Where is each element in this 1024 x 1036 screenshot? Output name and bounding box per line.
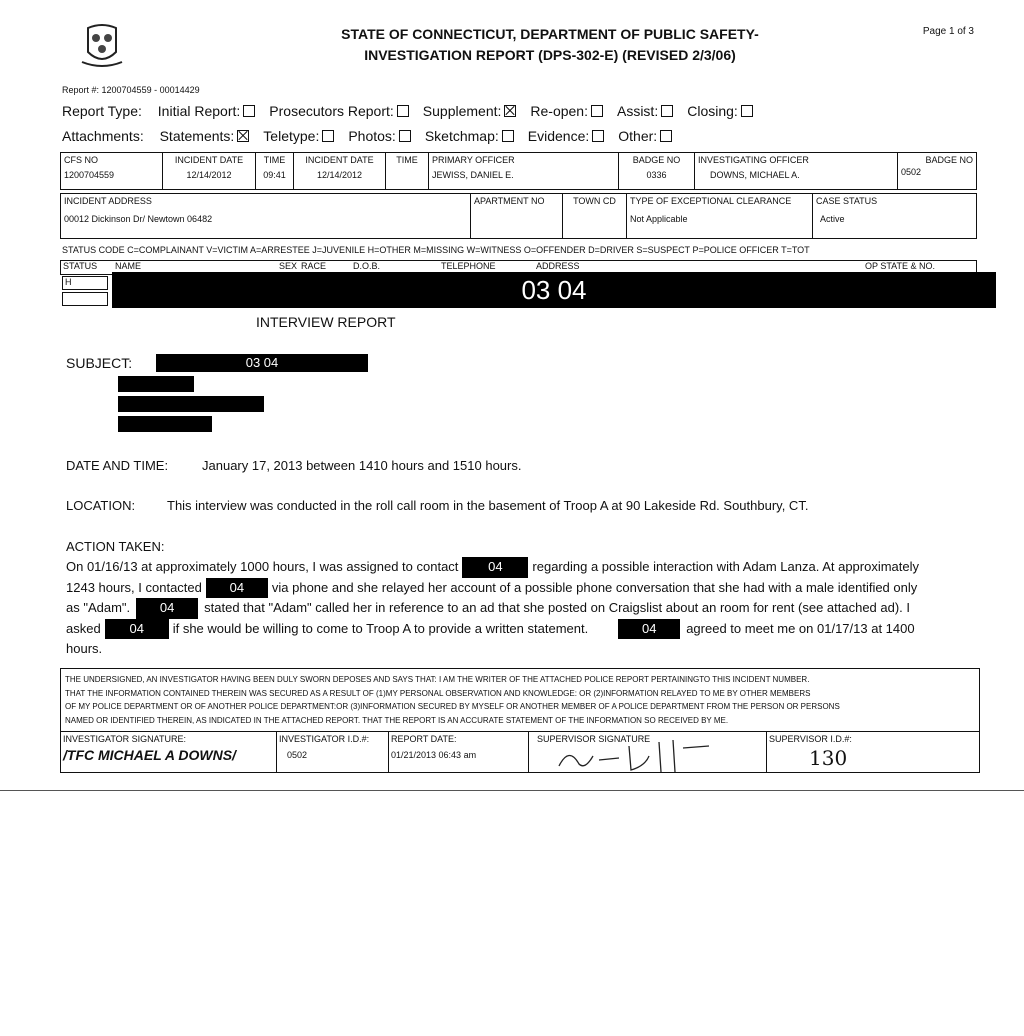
report-date-cell: REPORT DATE: 01/21/2013 06:43 am	[389, 732, 529, 773]
person-status-cell-2	[62, 292, 108, 306]
investigator-signature: /TFC MICHAEL A DOWNS/	[63, 747, 236, 763]
investigator-signature-cell: INVESTIGATOR SIGNATURE: /TFC MICHAEL A DOWNS/	[61, 732, 277, 773]
incident-date2-cell: INCIDENT DATE 12/14/2012	[294, 153, 386, 189]
cfs-no-cell: CFS NO 1200704559	[61, 153, 163, 189]
primary-officer-cell: PRIMARY OFFICER JEWISS, DANIEL E.	[429, 153, 619, 189]
supervisor-id: 130	[809, 746, 848, 770]
checkbox-icon	[592, 130, 604, 142]
checkbox-icon	[660, 130, 672, 142]
checkbox-icon	[741, 105, 753, 117]
checkbox-icon	[591, 105, 603, 117]
col-race: RACE	[301, 261, 327, 271]
certification-line: NAMED OR IDENTIFIED THEREIN, AS INDICATED IN THE ATTACHED REPORT. THAT THE REPORT IS AN ACCURATE STATEMENT OF THE INFORMATION SO RECEIVED BY ME.	[65, 715, 729, 725]
time-cell: TIME 09:41	[256, 153, 294, 189]
attachments-label: Attachments:	[62, 128, 144, 144]
interview-report-title: INTERVIEW REPORT	[256, 314, 396, 330]
report-number: Report #: 1200704559 - 00014429	[62, 85, 200, 95]
report-type-option-4: Assist:	[617, 103, 677, 119]
action-taken-label: ACTION TAKEN:	[66, 539, 165, 554]
case-status-cell: CASE STATUS Active	[816, 196, 878, 224]
certification-line: THAT THE INFORMATION CONTAINED THEREIN WAS SECURED AS A RESULT OF (1)MY PERSONAL OBSERVATION AND KNOWLEDGE: OR (2)INFORMATION RELAYED TO ME BY OTHER MEMBERS	[65, 688, 811, 698]
checkbox-icon	[237, 130, 249, 142]
report-type-label: Report Type:	[62, 103, 142, 119]
location-value: This interview was conducted in the roll call room in the basement of Troop A at 90 Lakeside Rd. Southbury, CT.	[167, 498, 809, 513]
status-code-legend: STATUS CODE C=COMPLAINANT V=VICTIM A=ARRESTEE J=JUVENILE H=OTHER M=MISSING W=WITNESS O=OFFENDER D=DRIVER S=SUSPECT P=POLICE OFFICER T=TOT	[62, 245, 810, 255]
date-time-value: January 17, 2013 between 1410 hours and 1510 hours.	[202, 458, 522, 473]
report-type-option-3: Re-open:	[530, 103, 607, 119]
col-address: ADDRESS	[536, 261, 580, 271]
redaction-inline: 04	[462, 557, 528, 578]
header-title-line1: STATE OF CONNECTICUT, DEPARTMENT OF PUBLIC SAFETY-	[341, 26, 759, 42]
badge-no2-cell: BADGE NO 0502	[901, 155, 973, 177]
certification-text	[61, 669, 979, 727]
attachment-option-2: Photos:	[348, 128, 414, 144]
page-number: Page 1 of 3	[922, 26, 974, 37]
report-type-row	[62, 103, 767, 119]
date-time-label: DATE AND TIME:	[66, 458, 169, 473]
location-label: LOCATION:	[66, 498, 136, 513]
redaction-bar	[118, 376, 194, 392]
col-op-state: OP STATE & NO.	[865, 261, 936, 271]
incident-address-row	[60, 193, 977, 239]
report-header	[240, 24, 860, 66]
col-sex: SEX	[279, 261, 298, 271]
investigator-id-cell: INVESTIGATOR I.D.#: 0502	[277, 732, 389, 773]
badge-no-cell: BADGE NO 0336	[619, 153, 695, 189]
checkbox-icon	[397, 105, 409, 117]
supervisor-signature-cell: SUPERVISOR SIGNATURE	[529, 732, 767, 773]
supervisor-handwritten-signature	[549, 736, 719, 776]
checkbox-icon	[243, 105, 255, 117]
col-name: NAME	[115, 261, 142, 271]
certification-box	[60, 668, 980, 773]
redaction-bar	[118, 416, 212, 432]
col-telephone: TELEPHONE	[441, 261, 496, 271]
attachment-option-5: Other:	[618, 128, 676, 144]
person-status-cell: H	[62, 276, 108, 290]
case-info-row	[60, 152, 977, 190]
checkbox-icon	[661, 105, 673, 117]
action-taken-body: On 01/16/13 at approximately 1000 hours, I was assigned to contact 04 regarding a possible interaction with Adam Lanza. At approximately 1243 hours, I contacted 04 via phone and she relayed her account of a possible phone conversation that she had with a male identified only as "Adam". 04 stated that "Adam" called her in reference to an ad that she posted on Craigslist about an room for rent (see attached ad). I asked 04 if she would be willing to come to Troop A to provide a written statement. 04 agreed to meet me on 01/17/13 at 1400 hours.	[66, 559, 920, 656]
apartment-no-cell: APARTMENT NO	[471, 194, 563, 238]
checkbox-icon	[504, 105, 516, 117]
attachment-option-3: Sketchmap:	[425, 128, 518, 144]
supervisor-id-cell: SUPERVISOR I.D.#: 130	[767, 732, 979, 773]
col-status: STATUS	[63, 261, 98, 271]
report-type-option-2: Supplement:	[423, 103, 521, 119]
header-title-line2: INVESTIGATION REPORT (DPS-302-E) (REVISED 2/3/06)	[364, 47, 736, 63]
certification-line: THE UNDERSIGNED, AN INVESTIGATOR HAVING BEEN DULY SWORN DEPOSES AND SAYS THAT: I AM THE WRITER OF THE ATTACHED POLICE REPORT PERTAININGTO THIS INCIDENT NUMBER.	[65, 675, 810, 684]
attachment-option-0: Statements:	[160, 128, 254, 144]
incident-address-cell: INCIDENT ADDRESS 00012 Dickinson Dr/ Newtown 06482	[61, 194, 471, 238]
time2-cell: TIME	[386, 153, 429, 189]
checkbox-icon	[399, 130, 411, 142]
state-seal-logo	[78, 22, 126, 70]
redaction-block: 03 04	[112, 272, 996, 308]
report-type-option-1: Prosecutors Report:	[269, 103, 413, 119]
subject-redaction: 03 04	[156, 354, 368, 372]
town-cd-cell: TOWN CD	[563, 194, 627, 238]
redaction-inline: 04	[206, 578, 268, 599]
report-type-option-0: Initial Report:	[158, 103, 259, 119]
subject-label: SUBJECT:	[66, 355, 133, 371]
col-dob: D.O.B.	[353, 261, 381, 271]
report-type-option-5: Closing:	[687, 103, 757, 119]
signature-row	[61, 731, 979, 773]
redaction-inline: 04	[618, 619, 680, 640]
attachments-row	[62, 128, 686, 144]
investigating-officer-cell: INVESTIGATING OFFICER DOWNS, MICHAEL A.	[695, 153, 898, 189]
redaction-bar	[118, 396, 264, 412]
exceptional-clearance-cell: TYPE OF EXCEPTIONAL CLEARANCE Not Applicable	[627, 194, 813, 238]
certification-line: OF MY POLICE DEPARTMENT OR OF ANOTHER POLICE DEPARTMENT:OR (3)INFORMATION SECURED BY MYSELF OR ANOTHER MEMBER OF A POLICE DEPARTMENT FROM THE PERSON OR PERSONS	[65, 702, 840, 711]
incident-date-cell: INCIDENT DATE 12/14/2012	[163, 153, 256, 189]
redaction-inline: 04	[105, 619, 169, 640]
attachment-option-1: Teletype:	[263, 128, 338, 144]
page-divider	[0, 790, 1024, 791]
checkbox-icon	[322, 130, 334, 142]
attachment-option-4: Evidence:	[528, 128, 608, 144]
checkbox-icon	[502, 130, 514, 142]
redaction-inline: 04	[136, 598, 198, 619]
